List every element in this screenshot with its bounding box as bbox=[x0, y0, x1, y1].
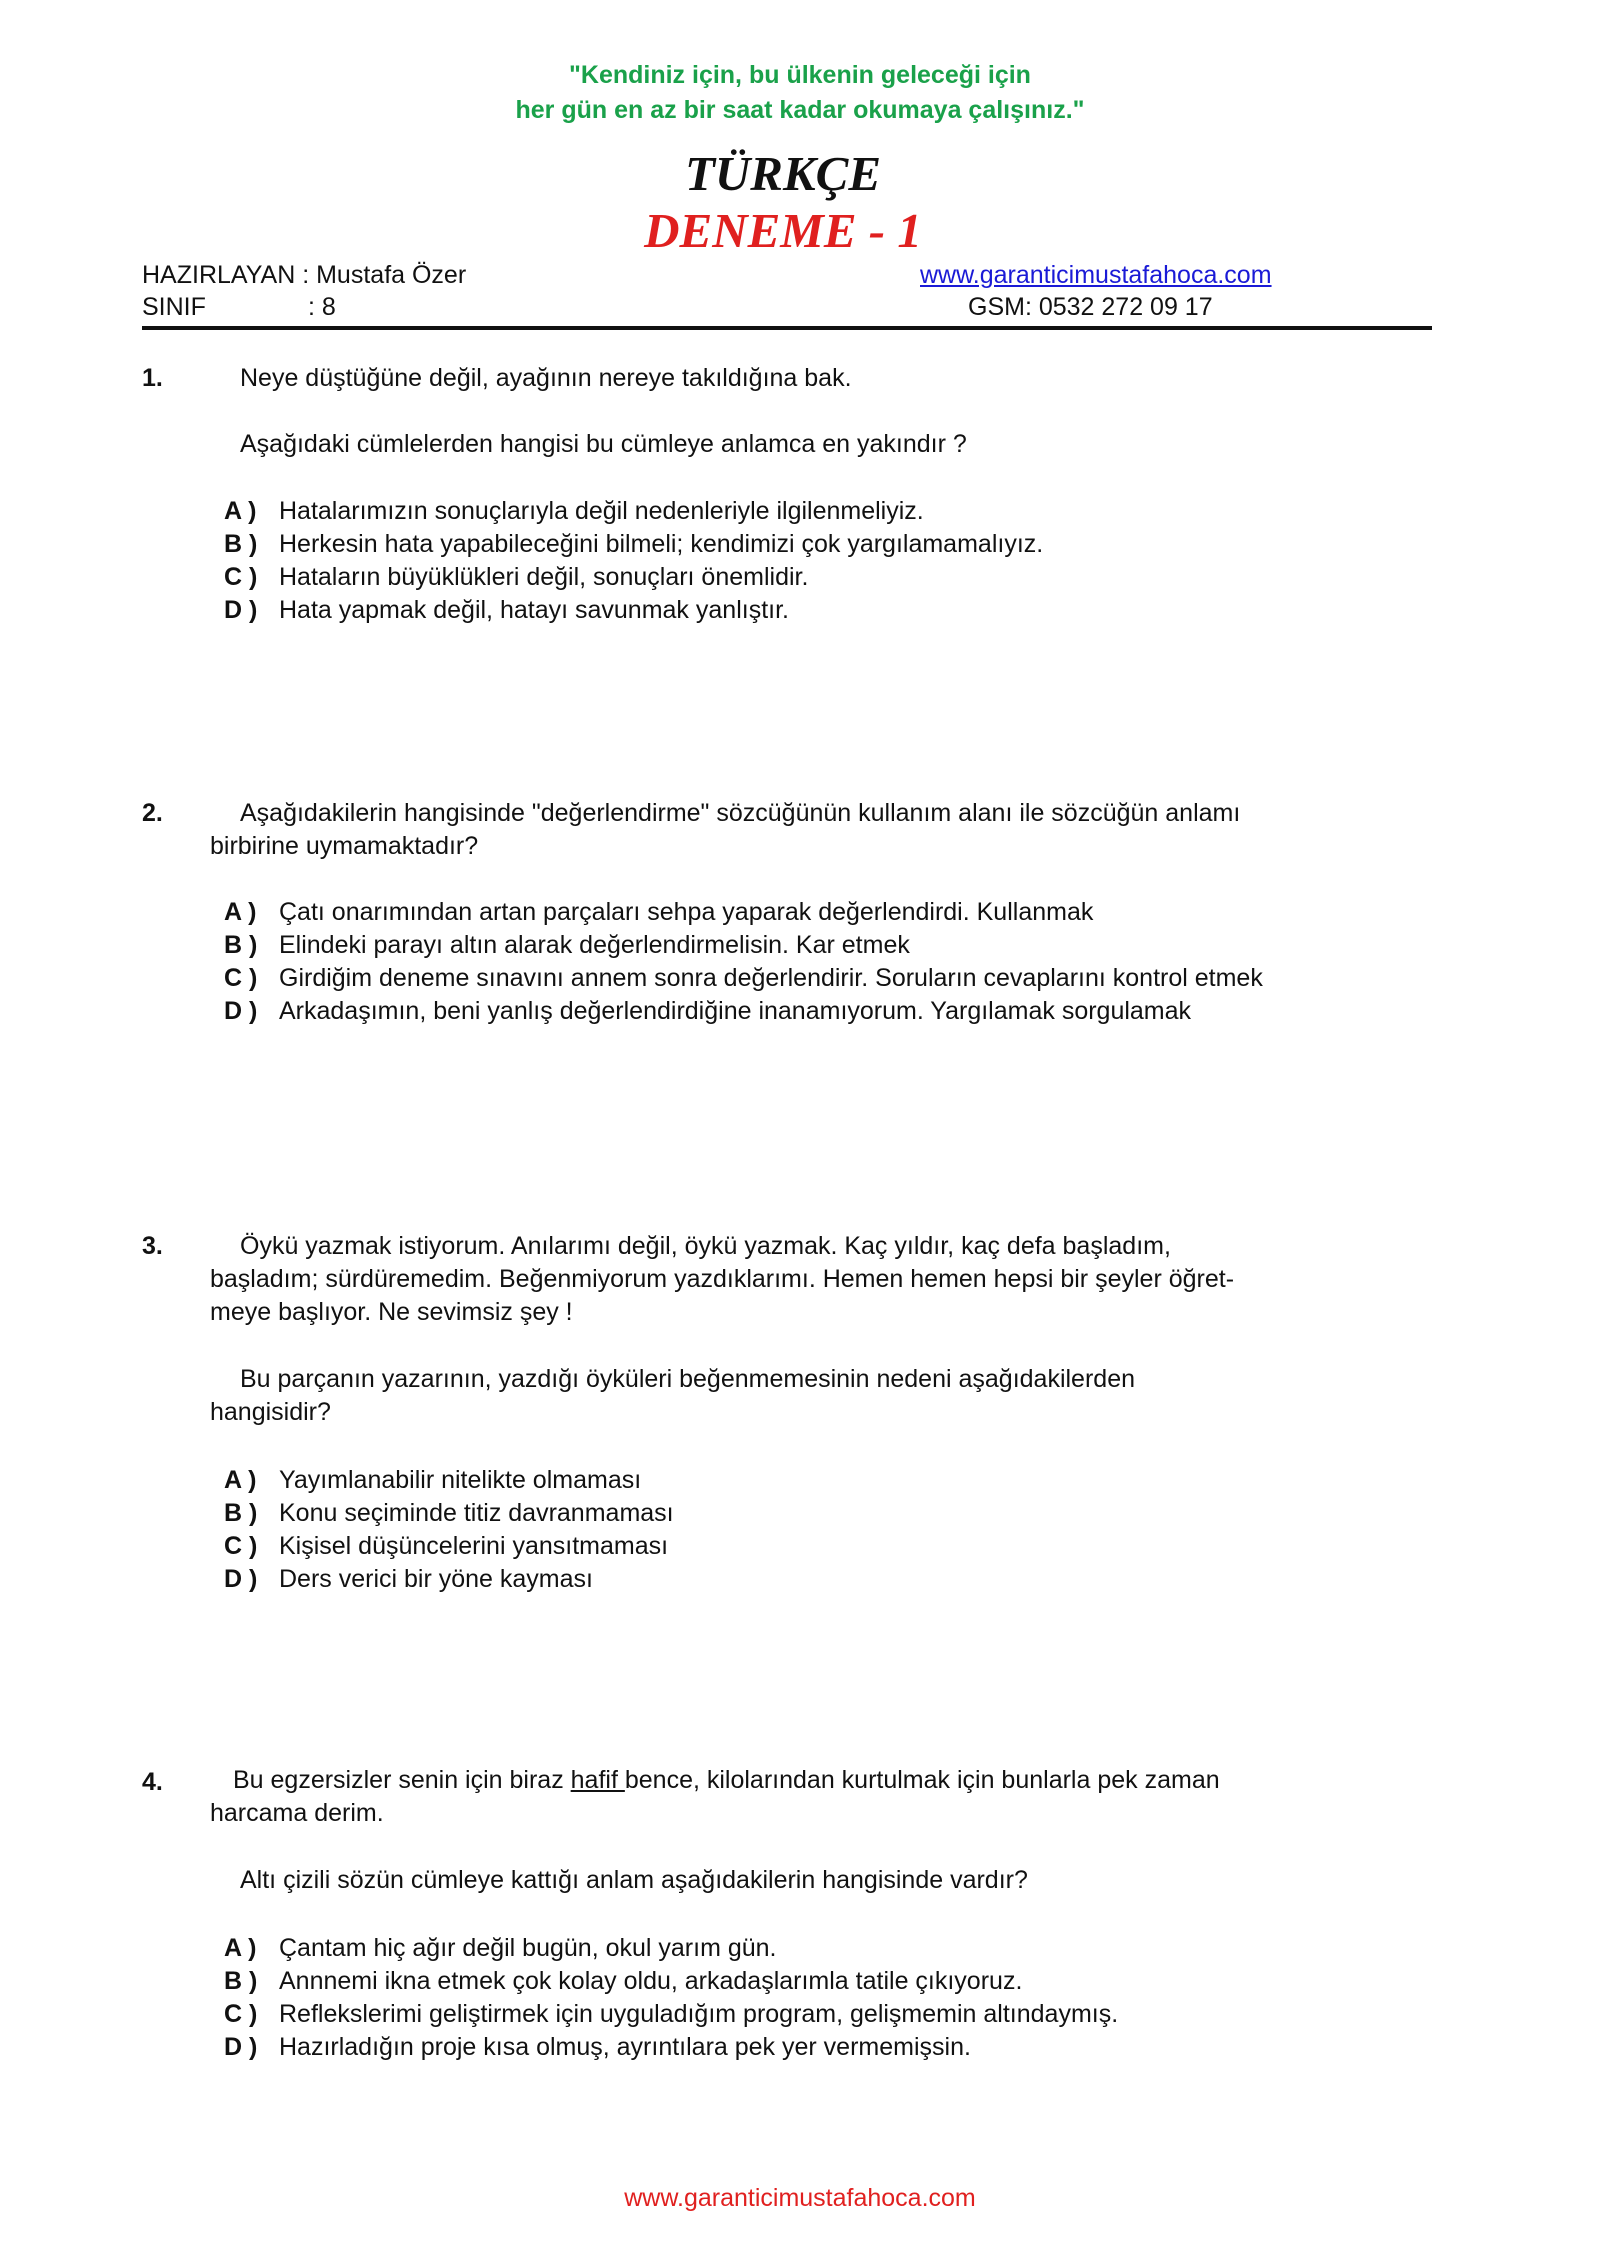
footer-website[interactable]: www.garanticimustafahoca.com bbox=[624, 2184, 976, 2212]
option-label: A ) bbox=[224, 1466, 257, 1494]
question-text: birbirine uymamaktadır? bbox=[210, 832, 479, 860]
option-label: D ) bbox=[224, 1565, 258, 1593]
question-prompt: hangisidir? bbox=[210, 1398, 331, 1426]
class-label: SINIF bbox=[142, 293, 206, 321]
question-text: Öykü yazmak istiyorum. Anılarımı değil, öykü yazmak. Kaç yıldır, kaç defa başladım, bbox=[240, 1232, 1171, 1260]
option-a[interactable] bbox=[224, 896, 1093, 929]
option-a[interactable] bbox=[224, 495, 924, 528]
text-after-underline: bence, kilolarından kurtulmak için bunlarla pek zaman bbox=[624, 1766, 1220, 1794]
option-text: Arkadaşımın, beni yanlış değerlendirdiğine inanamıyorum. Yargılamak sorgulamak bbox=[279, 997, 1192, 1025]
option-text: Hatalarımızın sonuçlarıyla değil nedenleriyle ilgilenmeliyiz. bbox=[279, 497, 924, 525]
underlined-word: hafif bbox=[570, 1766, 625, 1794]
option-label: C ) bbox=[224, 2000, 258, 2028]
text-before-underline: Bu egzersizler senin için biraz bbox=[233, 1766, 571, 1794]
question-text: harcama derim. bbox=[210, 1799, 384, 1827]
option-b[interactable] bbox=[224, 929, 910, 962]
option-label: B ) bbox=[224, 1499, 258, 1527]
option-text: Çatı onarımından artan parçaları sehpa yaparak değerlendirdi. Kullanmak bbox=[279, 898, 1094, 926]
option-label: B ) bbox=[224, 530, 258, 558]
option-label: D ) bbox=[224, 997, 258, 1025]
question-number: 3. bbox=[142, 1232, 163, 1260]
page-title: TÜRKÇE bbox=[684, 146, 882, 201]
motto-line-1: "Kendiniz için, bu ülkenin geleceği için bbox=[569, 61, 1031, 89]
option-c[interactable] bbox=[224, 1998, 1118, 2031]
option-d[interactable] bbox=[224, 995, 1191, 1028]
option-label: C ) bbox=[224, 1532, 258, 1560]
question-prompt: Aşağıdaki cümlelerden hangisi bu cümleye anlamca en yakındır ? bbox=[240, 430, 967, 458]
option-text: Hazırladığın proje kısa olmuş, ayrıntılara pek yer vermemişsin. bbox=[279, 2033, 971, 2061]
option-b[interactable] bbox=[224, 1497, 674, 1530]
option-text: Hata yapmak değil, hatayı savunmak yanlıştır. bbox=[279, 596, 789, 624]
question-number: 4. bbox=[142, 1768, 163, 1796]
option-b[interactable] bbox=[224, 528, 1043, 561]
option-label: C ) bbox=[224, 964, 258, 992]
option-text: Kişisel düşüncelerini yansıtmaması bbox=[279, 1532, 669, 1560]
option-text: Girdiğim deneme sınavını annem sonra değerlendirir. Soruların cevaplarını kontrol etmek bbox=[279, 964, 1263, 992]
question-number: 1. bbox=[142, 364, 163, 392]
option-d[interactable] bbox=[224, 2031, 971, 2064]
option-text: Konu seçiminde titiz davranmaması bbox=[279, 1499, 674, 1527]
option-text: Reflekslerimi geliştirmek için uyguladığım program, gelişmemin altındaymış. bbox=[279, 2000, 1119, 2028]
option-label: D ) bbox=[224, 2033, 258, 2061]
website-link[interactable]: www.garanticimustafahoca.com bbox=[920, 261, 1272, 289]
question-prompt: Bu parçanın yazarının, yazdığı öyküleri beğenmemesinin nedeni aşağıdakilerden bbox=[240, 1365, 1135, 1393]
option-label: C ) bbox=[224, 563, 258, 591]
question-number: 2. bbox=[142, 799, 163, 827]
option-label: A ) bbox=[224, 898, 257, 926]
header-divider bbox=[142, 326, 1432, 330]
option-text: Yayımlanabilir nitelikte olmaması bbox=[279, 1466, 642, 1494]
option-label: A ) bbox=[224, 1934, 257, 1962]
option-text: Elindeki parayı altın alarak değerlendirmelisin. Kar etmek bbox=[279, 931, 910, 959]
page-subtitle: DENEME - 1 bbox=[644, 203, 922, 258]
option-label: B ) bbox=[224, 1967, 258, 1995]
option-label: A ) bbox=[224, 497, 257, 525]
option-text: Hataların büyüklükleri değil, sonuçları önemlidir. bbox=[279, 563, 809, 591]
gsm-number: GSM: 0532 272 09 17 bbox=[968, 293, 1213, 321]
option-a[interactable] bbox=[224, 1932, 777, 1965]
option-c[interactable] bbox=[224, 962, 1263, 995]
option-text: Çantam hiç ağır değil bugün, okul yarım gün. bbox=[279, 1934, 777, 1962]
question-text: başladım; sürdüremedim. Beğenmiyorum yazdıklarımı. Hemen hemen hepsi bir şeyler öğret- bbox=[210, 1265, 1235, 1293]
class-value: : 8 bbox=[308, 293, 336, 321]
option-d[interactable] bbox=[224, 594, 789, 627]
option-text: Annnemi ikna etmek çok kolay oldu, arkadaşlarımla tatile çıkıyoruz. bbox=[279, 1967, 1023, 1995]
question-text: meye başlıyor. Ne sevimsiz şey ! bbox=[210, 1298, 573, 1326]
option-a[interactable] bbox=[224, 1464, 641, 1497]
question-text: Aşağıdakilerin hangisinde "değerlendirme" sözcüğünün kullanım alanı ile sözcüğün anlamı bbox=[240, 799, 1241, 827]
option-text: Herkesin hata yapabileceğini bilmeli; kendimizi çok yargılamamalıyız. bbox=[279, 530, 1044, 558]
option-b[interactable] bbox=[224, 1965, 1022, 1998]
option-c[interactable] bbox=[224, 1530, 668, 1563]
question-text bbox=[233, 1764, 1220, 1797]
author-label: HAZIRLAYAN : Mustafa Özer bbox=[142, 261, 467, 289]
motto-line-2: her gün en az bir saat kadar okumaya çalışınız." bbox=[515, 96, 1085, 124]
option-text: Ders verici bir yöne kayması bbox=[279, 1565, 593, 1593]
option-c[interactable] bbox=[224, 561, 808, 594]
option-d[interactable] bbox=[224, 1563, 593, 1596]
option-label: D ) bbox=[224, 596, 258, 624]
option-label: B ) bbox=[224, 931, 258, 959]
question-text: Neye düştüğüne değil, ayağının nereye takıldığına bak. bbox=[240, 364, 852, 392]
question-prompt: Altı çizili sözün cümleye kattığı anlam aşağıdakilerin hangisinde vardır? bbox=[240, 1866, 1028, 1894]
